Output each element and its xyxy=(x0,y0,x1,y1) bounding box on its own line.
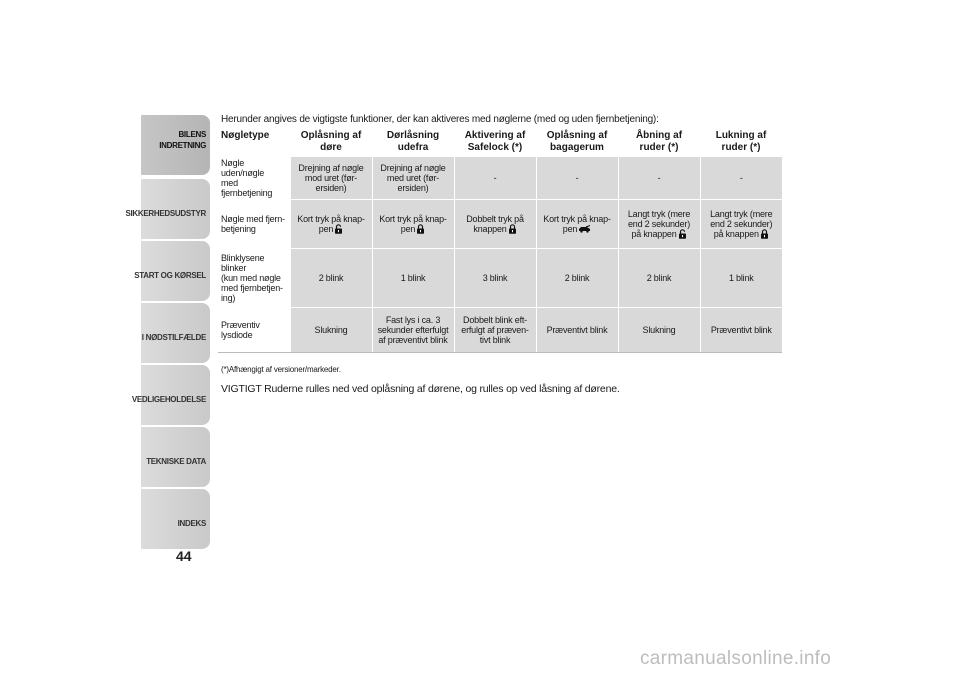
chapter-tab[interactable] xyxy=(134,241,210,301)
chapter-tab-label: I NØDSTILFÆLDE xyxy=(141,333,206,342)
table-row xyxy=(218,157,782,200)
table-cell: Slukning xyxy=(618,308,700,353)
table-cell: - xyxy=(618,157,700,200)
table-row xyxy=(218,249,782,308)
table-cell: Langt tryk (mere end 2 sekunder) på knappen xyxy=(700,200,782,249)
table-cell: Præventivt blink xyxy=(700,308,782,353)
padlock-open-icon xyxy=(334,224,343,234)
chapter-tab[interactable] xyxy=(125,179,210,239)
column-header: Nøgletype xyxy=(221,130,270,141)
table-cell: Fast lys i ca. 3 sekunder efterfulgt af præventivt blink xyxy=(372,308,454,353)
column-header: Aktivering af Safelock (*) xyxy=(464,130,526,153)
table-cell: Drejning af nøgle mod uret (før- ersiden) xyxy=(290,157,372,200)
table-cell: Slukning xyxy=(290,308,372,353)
table-header-row xyxy=(218,128,782,157)
row-label: Nøgle uden/nøgle med fjernbetjening xyxy=(218,157,290,200)
table-cell: Langt tryk (mere end 2 sekunder) på knappen xyxy=(618,200,700,249)
table-cell: - xyxy=(536,157,618,200)
row-label: Præventiv lysdiode xyxy=(218,308,290,353)
table-body xyxy=(218,157,782,353)
column-header: Lukning af ruder (*) xyxy=(715,130,767,153)
table-cell: Præventivt blink xyxy=(536,308,618,353)
footnote: (*)Afhængigt af versioner/markeder. xyxy=(221,365,341,374)
chapter-tab-label: TEKNISKE DATA xyxy=(146,457,206,466)
padlock-open-icon xyxy=(678,229,687,239)
chapter-tab-label: SIKKERHEDSUDSTYR xyxy=(125,209,206,218)
padlock-closed-icon xyxy=(508,224,517,234)
row-label: Nøgle med fjern- betjening xyxy=(218,200,290,249)
table-cell: Kort tryk på knap- pen xyxy=(536,200,618,249)
table-cell: 2 blink xyxy=(290,249,372,308)
padlock-closed-icon xyxy=(760,229,769,239)
table-cell: 2 blink xyxy=(536,249,618,308)
table-cell: - xyxy=(454,157,536,200)
table-cell: Kort tryk på knap- pen xyxy=(290,200,372,249)
chapter-tab-label: VEDLIGEHOLDELSE xyxy=(131,395,206,404)
chapter-sidebar xyxy=(125,115,210,545)
chapter-tab[interactable] xyxy=(131,365,210,425)
table-row xyxy=(218,308,782,353)
key-functions-table xyxy=(218,128,782,353)
chapter-tab-label: INDEKS xyxy=(177,519,206,528)
chapter-tab-label: BILENS xyxy=(178,130,206,139)
intro-text: Herunder angives de vigtigste funktioner, der kan aktiveres med nøglerne (med og uden fjernbetjening): xyxy=(221,114,659,125)
chapter-tab[interactable] xyxy=(141,427,210,487)
table-cell: Dobbelt tryk på knappen xyxy=(454,200,536,249)
table-cell: 2 blink xyxy=(618,249,700,308)
padlock-closed-icon xyxy=(416,224,425,234)
car-trunk-icon xyxy=(578,225,591,233)
column-header: Åbning af ruder (*) xyxy=(635,130,683,153)
column-header: Oplåsning af bagagerum xyxy=(546,130,608,153)
table-cell: 1 blink xyxy=(700,249,782,308)
table-cell: 1 blink xyxy=(372,249,454,308)
chapter-tab[interactable] xyxy=(141,303,210,363)
table-cell: Drejning af nøgle med uret (før- ersiden) xyxy=(372,157,454,200)
column-header: Dørlåsning udefra xyxy=(386,130,440,153)
table-cell: Dobbelt blink eft- erfulgt af præven- tivt blink xyxy=(454,308,536,353)
table-row xyxy=(218,200,782,249)
chapter-tab[interactable] xyxy=(141,115,210,175)
table-cell: - xyxy=(700,157,782,200)
watermark: carmanualsonline.info xyxy=(640,648,832,669)
chapter-tab-label: START OG KØRSEL xyxy=(134,271,206,280)
row-label: Blinklysene blinker (kun med nøgle med fjernbetjen- ing) xyxy=(218,249,290,308)
page-number: 44 xyxy=(176,548,192,564)
table-cell: 3 blink xyxy=(454,249,536,308)
important-note: VIGTIGT Ruderne rulles ned ved oplåsning af dørene, og rulles op ved låsning af dørene. xyxy=(221,383,620,395)
table-cell: Kort tryk på knap- pen xyxy=(372,200,454,249)
column-header: Oplåsning af døre xyxy=(300,130,362,153)
chapter-tab[interactable] xyxy=(141,489,210,549)
chapter-tab-label: INDRETNING xyxy=(159,141,206,150)
